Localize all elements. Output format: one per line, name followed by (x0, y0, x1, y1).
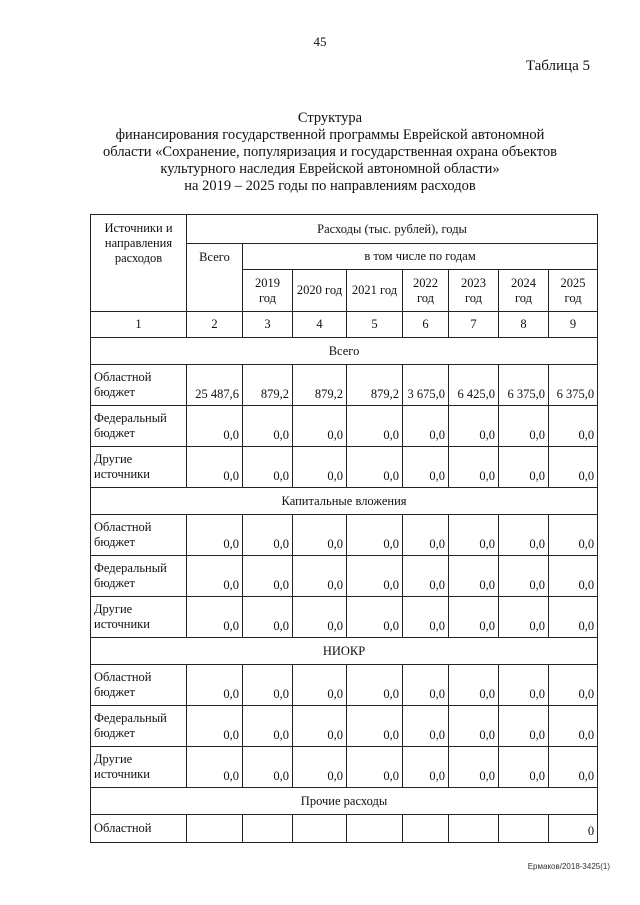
value-cell (187, 815, 243, 843)
page-number: 45 (313, 34, 327, 49)
section-title: Всего (91, 338, 598, 365)
value-cell: 0,0 (243, 556, 293, 597)
row-label: Другие источники (91, 747, 187, 788)
title-line: культурного наследия Еврейской автономной области» (160, 161, 500, 177)
value-cell: 0,0 (403, 747, 449, 788)
value-cell: 879,2 (243, 365, 293, 406)
row-label: Областной (91, 815, 187, 843)
row-label: Другие источники (91, 447, 187, 488)
header-year: 2025 год (549, 270, 598, 312)
value-cell (449, 815, 499, 843)
value-cell: 0,0 (549, 447, 598, 488)
row-label: Областной бюджет (91, 665, 187, 706)
value-cell: 6 375,0 (549, 365, 598, 406)
value-cell: 0,0 (549, 747, 598, 788)
value-cell: 0,0 (499, 556, 549, 597)
table-row (91, 747, 598, 788)
table-row (91, 665, 598, 706)
value-cell: 879,2 (293, 365, 347, 406)
column-number: 6 (403, 312, 449, 338)
value-cell: 0,0 (347, 406, 403, 447)
row-label: Федеральный бюджет (91, 556, 187, 597)
column-number: 5 (347, 312, 403, 338)
value-cell: 0,0 (499, 406, 549, 447)
header-year: 2019 год (243, 270, 293, 312)
section-title: Капитальные вложения (91, 488, 598, 515)
header-expenses: Расходы (тыс. рублей), годы (187, 215, 598, 244)
financing-table (90, 214, 598, 843)
value-cell: 0,0 (549, 406, 598, 447)
row-label: Федеральный бюджет (91, 406, 187, 447)
value-cell: 0,0 (347, 747, 403, 788)
value-cell: 0,0 (347, 706, 403, 747)
column-number: 2 (187, 312, 243, 338)
value-cell: 0,0 (293, 665, 347, 706)
value-cell: 0,0 (403, 447, 449, 488)
header-total: Всего (187, 244, 243, 312)
value-cell: 0,0 (243, 406, 293, 447)
title-line: области «Сохранение, популяризация и государственная охрана объектов (103, 144, 557, 160)
value-cell: 0,0 (403, 406, 449, 447)
value-cell: 0,0 (187, 665, 243, 706)
value-cell: 0,0 (243, 665, 293, 706)
value-cell: 6 425,0 (449, 365, 499, 406)
table-row (91, 515, 598, 556)
header-sources: Источники и направления расходов (91, 215, 187, 312)
value-cell: 0,0 (549, 706, 598, 747)
value-cell: 0,0 (499, 515, 549, 556)
row-label: Областной бюджет (91, 515, 187, 556)
value-cell: 0,0 (187, 447, 243, 488)
table-row (91, 556, 598, 597)
title-line: финансирования государственной программы Еврейской автономной (115, 127, 545, 143)
value-cell: 0,0 (293, 556, 347, 597)
value-cell: 0,0 (549, 556, 598, 597)
header-year: 2023 год (449, 270, 499, 312)
header-year: 2022 год (403, 270, 449, 312)
value-cell: 0,0 (347, 665, 403, 706)
value-cell: 0,0 (403, 515, 449, 556)
column-number: 1 (91, 312, 187, 338)
value-cell: 0,0 (243, 706, 293, 747)
value-cell: 0,0 (499, 597, 549, 638)
column-number: 8 (499, 312, 549, 338)
value-cell: 0,0 (243, 515, 293, 556)
table-row (91, 406, 598, 447)
value-cell: 0,0 (403, 556, 449, 597)
table-row (91, 597, 598, 638)
value-cell: 0,0 (187, 597, 243, 638)
value-cell: 3 675,0 (403, 365, 449, 406)
value-cell: 0,0 (449, 406, 499, 447)
value-cell: 0,0 (549, 665, 598, 706)
value-cell (347, 815, 403, 843)
column-number: 7 (449, 312, 499, 338)
value-cell: 0,0 (449, 447, 499, 488)
value-cell (243, 815, 293, 843)
value-cell: 0,0 (293, 515, 347, 556)
value-cell: 0,0 (347, 556, 403, 597)
document-title (80, 110, 580, 195)
value-cell: 6 375,0 (499, 365, 549, 406)
section-title: Прочие расходы (91, 788, 598, 815)
value-cell: 0,0 (347, 515, 403, 556)
value-cell: 0,0 (499, 706, 549, 747)
table-label: Таблица 5 (525, 58, 590, 74)
title-line: на 2019 – 2025 годы по направлениям расходов (184, 178, 476, 194)
title-line: Структура (297, 110, 363, 126)
column-number: 9 (549, 312, 598, 338)
value-cell: 0,0 (449, 747, 499, 788)
row-label: Другие источники (91, 597, 187, 638)
value-cell: 879,2 (347, 365, 403, 406)
value-cell: 0,0 (549, 597, 598, 638)
value-cell: 0,0 (403, 706, 449, 747)
value-cell: 0,0 (499, 747, 549, 788)
value-cell: 0,0 (243, 597, 293, 638)
value-cell: 0,0 (293, 597, 347, 638)
table-row (91, 815, 598, 843)
value-cell (499, 815, 549, 843)
header-year: 2024 год (499, 270, 549, 312)
value-cell: 0,0 (449, 556, 499, 597)
value-cell: 0,0 (187, 747, 243, 788)
value-cell: 0,0 (449, 706, 499, 747)
value-cell: 0,0 (449, 515, 499, 556)
table-row (91, 365, 598, 406)
column-number: 4 (293, 312, 347, 338)
value-cell: 0,0 (347, 597, 403, 638)
value-cell: 0,0 (449, 665, 499, 706)
value-cell: 0,0 (293, 706, 347, 747)
value-cell: 0,0 (499, 447, 549, 488)
value-cell: 0,0 (187, 515, 243, 556)
value-cell: 0,0 (499, 665, 549, 706)
column-number: 3 (243, 312, 293, 338)
value-cell: 0,0 (403, 665, 449, 706)
row-label: Федеральный бюджет (91, 706, 187, 747)
table-row (91, 447, 598, 488)
row-label: Областной бюджет (91, 365, 187, 406)
value-cell: 0,0 (403, 597, 449, 638)
document-footer: Ермаков/2018-3425(1) (527, 862, 610, 871)
value-cell: 0,0 (187, 706, 243, 747)
value-cell (403, 815, 449, 843)
value-cell: 0,0 (449, 597, 499, 638)
value-cell: 0 (549, 815, 598, 843)
table-row (91, 706, 598, 747)
header-including: в том числе по годам (243, 244, 598, 270)
value-cell: 0,0 (293, 447, 347, 488)
value-cell (293, 815, 347, 843)
section-title: НИОКР (91, 638, 598, 665)
header-year: 2020 год (293, 270, 347, 312)
value-cell: 0,0 (187, 406, 243, 447)
value-cell: 0,0 (187, 556, 243, 597)
value-cell: 0,0 (243, 747, 293, 788)
header-year: 2021 год (347, 270, 403, 312)
value-cell: 0,0 (293, 747, 347, 788)
value-cell: 0,0 (347, 447, 403, 488)
value-cell: 0,0 (549, 515, 598, 556)
value-cell: 25 487,6 (187, 365, 243, 406)
value-cell: 0,0 (243, 447, 293, 488)
value-cell: 0,0 (293, 406, 347, 447)
